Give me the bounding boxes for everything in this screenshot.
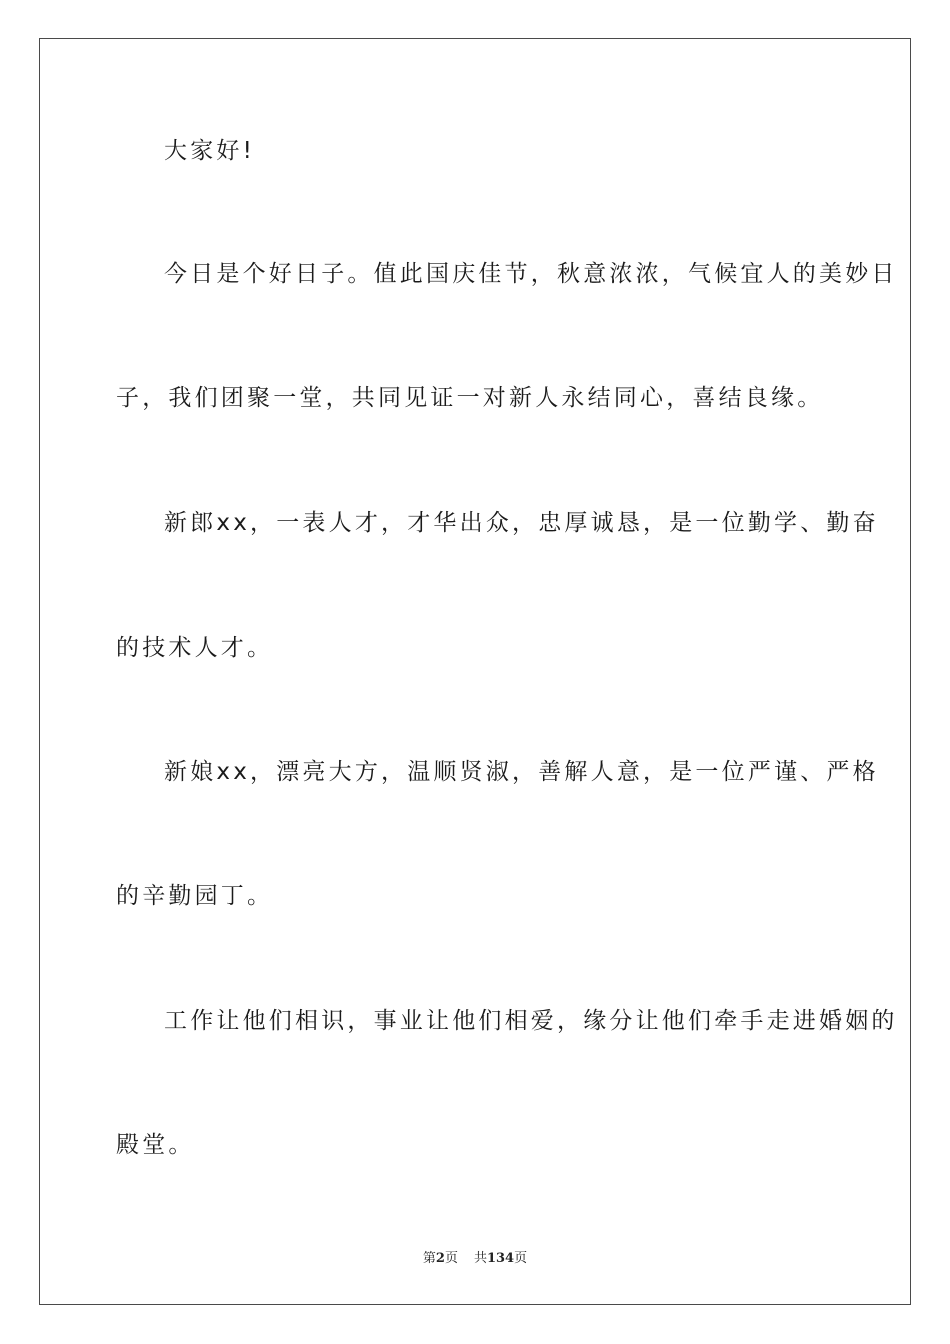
total-prefix: 共 bbox=[473, 1251, 487, 1266]
total-pages: 134 bbox=[486, 1251, 515, 1266]
greeting-line: 大家好! bbox=[164, 138, 256, 164]
paragraph-4-line-2: 殿堂。 bbox=[116, 1132, 195, 1158]
paragraph-4-line-1: 工作让他们相识，事业让他们相爱，缘分让他们牵手走进婚姻的 bbox=[164, 1008, 898, 1034]
paragraph-3-line-1: 新娘xx，漂亮大方，温顺贤淑，善解人意，是一位严谨、严格 bbox=[164, 759, 879, 785]
page-number: 2 bbox=[435, 1251, 445, 1266]
paragraph-1-line-1: 今日是个好日子。值此国庆佳节，秋意浓浓，气候宜人的美妙日 bbox=[164, 261, 898, 287]
paragraph-1-line-2: 子，我们团聚一堂，共同见证一对新人永结同心，喜结良缘。 bbox=[116, 385, 824, 411]
paragraph-2-line-2: 的技术人才。 bbox=[116, 635, 274, 661]
total-suffix: 页 bbox=[514, 1251, 528, 1266]
paragraph-3-line-2: 的辛勤园丁。 bbox=[116, 883, 274, 909]
paragraph-2-line-1: 新郎xx，一表人才，才华出众，忠厚诚恳，是一位勤学、勤奋 bbox=[164, 510, 879, 536]
page-border bbox=[39, 38, 911, 1305]
page-footer bbox=[0, 1247, 950, 1266]
page-suffix: 页 bbox=[444, 1251, 458, 1266]
page-prefix: 第 bbox=[422, 1251, 436, 1266]
